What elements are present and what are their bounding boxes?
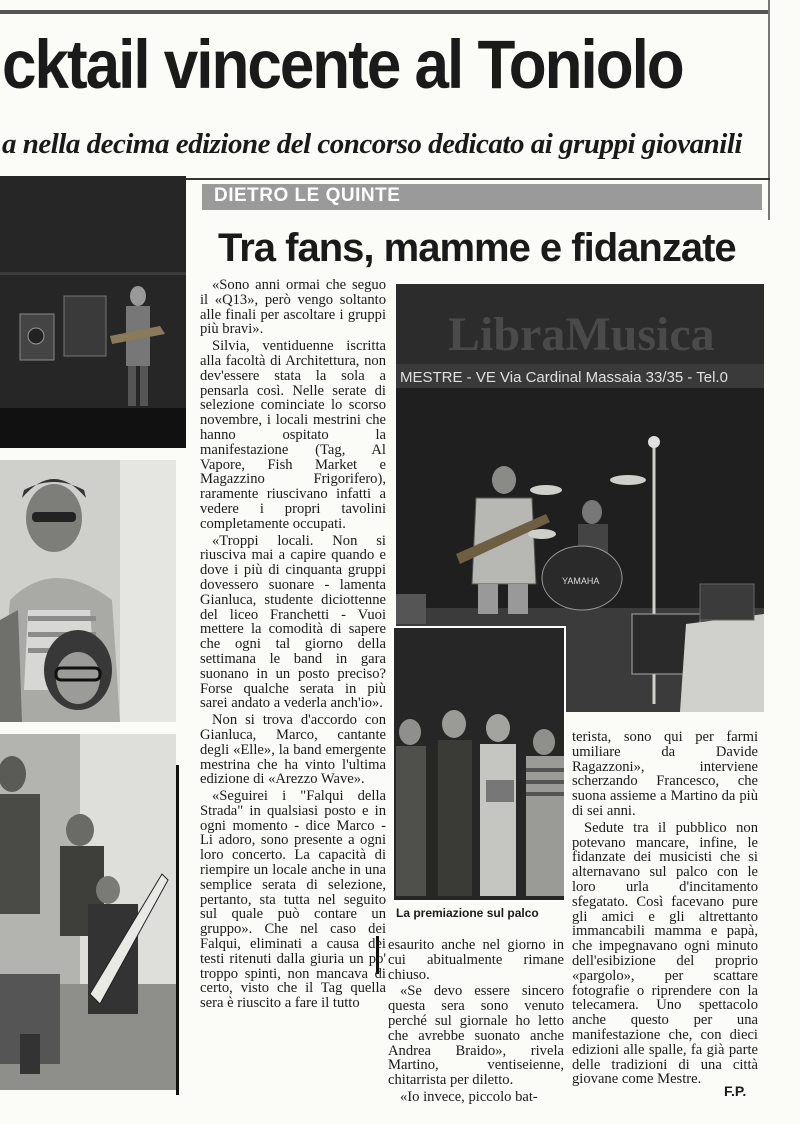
article-title: Tra fans, mamme e fidanzate: [218, 226, 736, 270]
col2-paragraph: esaurito anche nel giorno in cui abitualmente rimane chiuso.: [388, 937, 564, 983]
stage-sign-big-text: LibraMusica: [448, 308, 715, 361]
col1-paragraph: Silvia, ventiduenne iscritta alla facoltà di Architettura, non dev'essere stata la sola a pensarla così. Nelle serate di selezione cominciate lo scorso novembre, i locali mestrini che hanno ospitato la manifestazione (Tag, Al Vapore, Fish Market e Magazzino Frigorifero), raramente riuscivano infatti a vedere i propri tavolini completamente occupati.: [200, 338, 386, 532]
col1-paragraph: Non si trova d'accordo con Gianluca, Marco, cantante degli «Elle», la band emergente mestrina che ha vinto l'ultima edizione di «Arezzo Wave».: [200, 712, 386, 788]
top-rule: [0, 10, 770, 14]
photo-band-stage-left: [0, 176, 186, 448]
col3-paragraph: terista, sono qui per farmi umiliare da Davide Ragazzoni», interviene scherzando Francesco, che suona assieme a Martino da più di sei anni.: [572, 729, 758, 819]
headline: cktail vincente al Toniolo: [2, 27, 683, 104]
col2-paragraph: «Se devo essere sincero questa sera sono venuto perché sul giornale ho letto che avrebbe suonato anche Andrea Braido», rivela Martino, ventiseienne, chitarrista per diletto.: [388, 983, 564, 1089]
drum-brand-label: YAMAHA: [562, 576, 600, 586]
pen-marking-line: [176, 765, 179, 1095]
photo-audience-portrait: [0, 460, 176, 722]
stage-scene-illustration: [0, 176, 186, 448]
article-column-3: [572, 730, 758, 1089]
col2-paragraph: «Io invece, piccolo bat-: [400, 1088, 538, 1105]
col1-paragraph: «Troppi locali. Non si riusciva mai a capire quando e dove i più di cinquanta gruppi dovessero suonare - lamenta Gianluca, studente diciottenne del liceo Franchetti - Vuoi mettere la comodità di sapere che ogni tal giorno della settimana le band in gara suonano in un posto preciso? Forse qualche serata in più sarei andato a vederla anch'io».: [200, 532, 386, 712]
photo-caption: La premiazione sul palco: [396, 906, 539, 920]
audience-illustration: [0, 460, 176, 722]
kicker-label: DIETRO LE QUINTE: [214, 185, 401, 206]
subheadline: a nella decima edizione del concorso dedicato ai gruppi giovanili: [2, 128, 742, 160]
article-column-2: [388, 938, 564, 1107]
col1-paragraph: «Sono anni ormai che seguo il «Q13», però vengo soltanto alle finali per ascoltare i gruppi più bravi».: [200, 277, 386, 338]
award-ceremony-illustration: [394, 628, 564, 900]
band-group-illustration: [0, 734, 176, 1090]
photo-band-group: [0, 734, 176, 1090]
col3-paragraph: Sedute tra il pubblico non potevano mancare, infine, le fidanzate dei musicisti che si alternavano sul palco con le loro urla d'incitamento sfegatato. Così facevano pure gli amici e gli altrettanto immancabili mamma e papà, che impegnavano ogni minuto dell'esibizione del proprio «pargolo», per scattare fotografie o riprendere con la telecamera. Uno spettacolo anche questo per una manifestazione che, con dieci edizioni alle spalle, fa già parte delle tradizioni di una città giovane come Mestre.: [572, 819, 758, 1088]
col1-paragraph: «Seguirei i "Falqui della Strada" in qualsiasi posto e in ogni momento - dice Marco - Li adoro, sono presente a ogni loro concerto. La capacità di riempire un locale anche in una semplice serata di selezione, pertanto, sta tutta nel seguito sul quale può contare un gruppo». Che nel caso dei Falqui, eliminati a causa dei testi ritenuti dalla giuria un po' troppo spinti, non mancava di certo, visto che il Tag quella sera è riuscito a fare il tutto: [200, 788, 386, 1012]
article-column-1: [200, 278, 386, 1013]
section-kicker: [202, 184, 762, 210]
author-signature: F.P.: [724, 1083, 747, 1099]
stage-sign-address: MESTRE - VE Via Cardinal Massaia 33/35 - Tel.0: [400, 369, 728, 386]
photo-award-ceremony: [392, 626, 566, 902]
